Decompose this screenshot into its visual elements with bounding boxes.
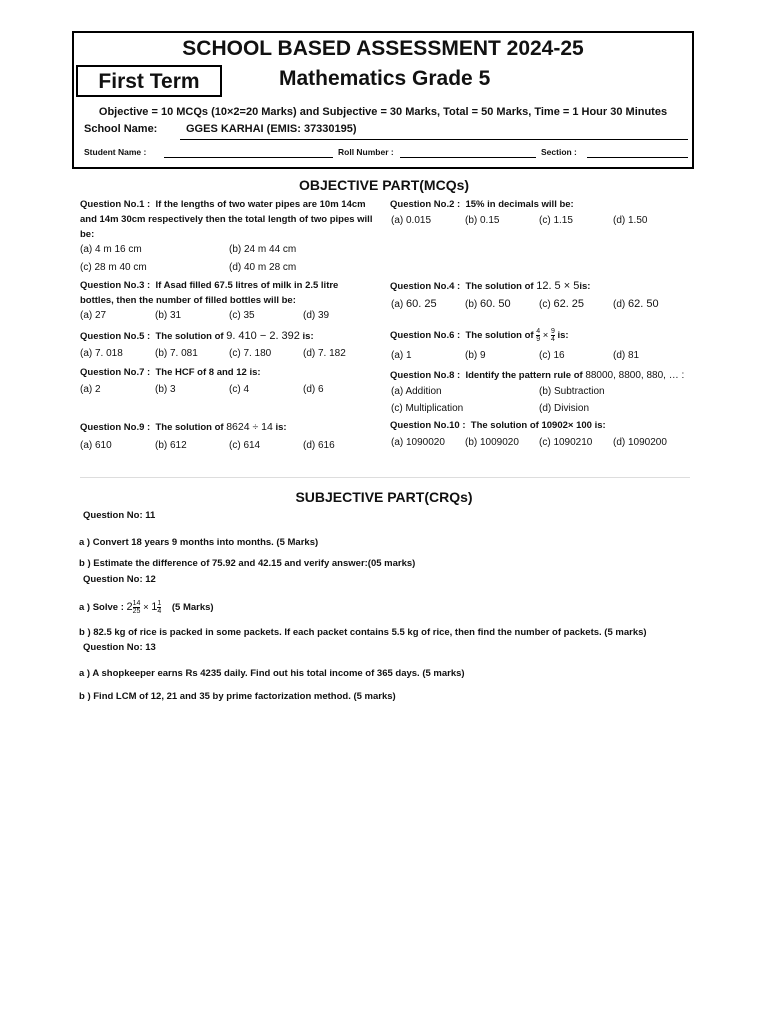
- roll-number-label: Roll Number :: [338, 147, 394, 157]
- q8-option-c: (c) Multiplication: [391, 403, 464, 414]
- q7-option-b: (b) 3: [155, 384, 176, 395]
- q2-option-a: (a) 0.015: [391, 215, 432, 226]
- q7-option-c: (c) 4: [229, 384, 249, 395]
- question-5: Question No.5 : The solution of 9. 410 − 2. 392 is:: [80, 330, 314, 342]
- page-title: SCHOOL BASED ASSESSMENT 2024-25: [182, 37, 584, 60]
- question-11b: b ) Estimate the difference of 75.92 and 42.15 and verify answer:(05 marks): [79, 558, 416, 569]
- question-3: Question No.3 : If Asad filled 67.5 litres of milk in 2.5 litre bottles, then the number of filled bottles will be:: [80, 280, 339, 306]
- q3-option-d: (d) 39: [303, 310, 330, 321]
- q2-option-b: (b) 0.15: [465, 215, 500, 226]
- q1-option-d: (d) 40 m 28 cm: [229, 262, 297, 273]
- roll-number-line: [400, 157, 536, 158]
- q6-option-a: (a) 1: [391, 350, 412, 361]
- q2-option-c: (c) 1.15: [539, 215, 573, 226]
- section-divider: [80, 477, 690, 478]
- q1-option-a: (a) 4 m 16 cm: [80, 244, 142, 255]
- q1-option-b: (b) 24 m 44 cm: [229, 244, 297, 255]
- q3-option-c: (c) 35: [229, 310, 255, 321]
- q5-option-b: (b) 7. 081: [155, 348, 198, 359]
- q8-option-a: (a) Addition: [391, 386, 442, 397]
- question-12-heading: Question No: 12: [83, 574, 156, 585]
- question-1: Question No.1 : If the lengths of two water pipes are 10m 14cm and 14m 30cm respectively then the total length of two pipes will be:: [80, 199, 373, 240]
- school-name-underline: [180, 139, 688, 140]
- q3-option-b: (b) 31: [155, 310, 182, 321]
- question-12a: a ) Solve : 2 $\frac{14}{25}$ × 1 $\frac{1}{4}$ (5 Marks): [79, 600, 214, 615]
- q7-option-a: (a) 2: [80, 384, 101, 395]
- q4-option-b: (b) 60. 50: [465, 298, 511, 310]
- question-13b: b ) Find LCM of 12, 21 and 35 by prime factorization method. (5 marks): [79, 691, 396, 702]
- section-label: Section :: [541, 147, 577, 157]
- q10-option-d: (d) 1090200: [613, 437, 667, 448]
- student-name-label: Student Name :: [84, 147, 147, 157]
- q6-option-d: (d) 81: [613, 350, 640, 361]
- q10-option-a: (a) 1090020: [391, 437, 445, 448]
- question-11a: a ) Convert 18 years 9 months into months. (5 Marks): [79, 537, 319, 548]
- question-11-heading: Question No: 11: [83, 510, 156, 521]
- school-name-label: School Name:: [84, 123, 158, 135]
- q8-option-b: (b) Subtraction: [539, 386, 605, 397]
- question-2: Question No.2 : 15% in decimals will be:: [390, 199, 574, 210]
- q4-option-d: (d) 62. 50: [613, 298, 659, 310]
- q6-option-c: (c) 16: [539, 350, 565, 361]
- q10-option-b: (b) 1009020: [465, 437, 519, 448]
- question-13a: a ) A shopkeeper earns Rs 4235 daily. Find out his total income of 365 days. (5 marks): [79, 668, 465, 679]
- q9-option-c: (c) 614: [229, 440, 261, 451]
- question-9: Question No.9 : The solution of 8624 ÷ 14 is:: [80, 421, 287, 433]
- q9-option-a: (a) 610: [80, 440, 112, 451]
- subjective-title: SUBJECTIVE PART(CRQs): [295, 489, 473, 505]
- q9-option-d: (d) 616: [303, 440, 335, 451]
- q10-option-c: (c) 1090210: [539, 437, 593, 448]
- student-name-line: [164, 157, 333, 158]
- term-box: First Term: [76, 65, 222, 97]
- marks-summary: Objective = 10 MCQs (10×2=20 Marks) and Subjective = 30 Marks, Total = 50 Marks, Time = 1 Hour 30 Minutes: [98, 106, 668, 118]
- q7-option-d: (d) 6: [303, 384, 324, 395]
- section-line: [587, 157, 688, 158]
- question-10: Question No.10 : The solution of 10902× 100 is:: [390, 420, 606, 431]
- q6-option-b: (b) 9: [465, 350, 486, 361]
- school-name-value: GGES KARHAI (EMIS: 37330195): [186, 123, 357, 135]
- question-4: Question No.4 : The solution of 12. 5 × 5is:: [390, 280, 591, 292]
- subject-title: Mathematics Grade 5: [279, 67, 491, 90]
- question-13-heading: Question No: 13: [83, 642, 156, 653]
- q8-option-d: (d) Division: [539, 403, 590, 414]
- question-8: Question No.8 : Identify the pattern rule of 88000, 8800, 880, … :: [390, 370, 685, 381]
- q5-option-a: (a) 7. 018: [80, 348, 123, 359]
- q1-option-c: (c) 28 m 40 cm: [80, 262, 147, 273]
- q3-option-a: (a) 27: [80, 310, 107, 321]
- question-7: Question No.7 : The HCF of 8 and 12 is:: [80, 367, 261, 378]
- question-6: Question No.6 : The solution of $\frac{4}{9}$ × $\frac{9}{4}$ is:: [390, 328, 569, 343]
- q4-option-c: (c) 62. 25: [539, 298, 585, 310]
- q5-option-d: (d) 7. 182: [303, 348, 346, 359]
- objective-title: OBJECTIVE PART(MCQs): [298, 177, 470, 193]
- question-12b: b ) 82.5 kg of rice is packed in some packets. If each packet contains 5.5 kg of rice, then find the number of packets. (5 marks): [79, 627, 647, 638]
- q4-option-a: (a) 60. 25: [391, 298, 437, 310]
- q9-option-b: (b) 612: [155, 440, 187, 451]
- q2-option-d: (d) 1.50: [613, 215, 648, 226]
- q5-option-c: (c) 7. 180: [229, 348, 272, 359]
